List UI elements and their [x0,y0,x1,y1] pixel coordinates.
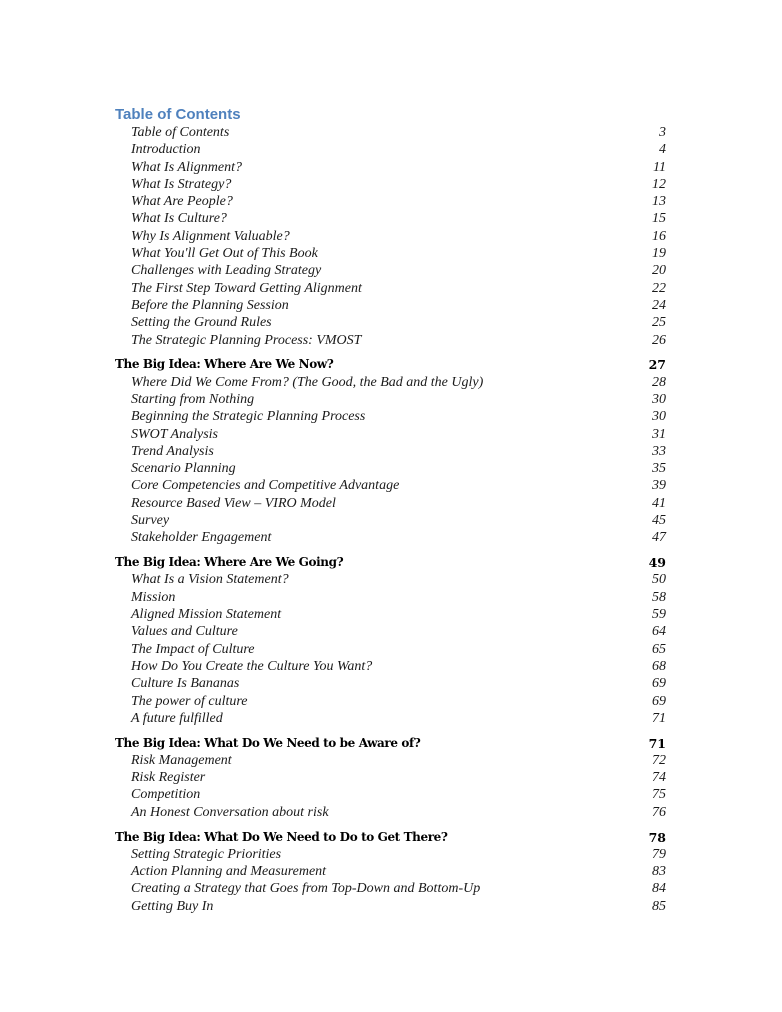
toc-entry-label: What Is a Vision Statement? [131,572,289,588]
toc-entry-row[interactable] [0,804,782,821]
toc-entry-page-number: 74 [652,770,666,786]
toc-entry-page-number: 25 [652,315,666,331]
toc-entry-row[interactable] [0,460,782,477]
toc-entry-page-number: 15 [652,211,666,227]
toc-heading-row[interactable] [0,554,782,571]
toc-entry-page-number: 35 [652,461,666,477]
toc-entry-page-number: 84 [652,881,666,897]
toc-entry-label: Survey [131,513,170,529]
toc-entry-label: Aligned Mission Statement [131,607,282,623]
toc-entry-row[interactable] [0,141,782,158]
toc-entry-label: What Is Strategy? [131,176,232,192]
toc-entry-row[interactable] [0,710,782,727]
toc-entry-page-number: 64 [652,624,666,640]
toc-entry-label: How Do You Create the Culture You Want? [131,658,373,674]
toc-entry-page-number: 47 [652,530,666,546]
toc-entry-page-number: 31 [652,426,666,442]
toc-entry-page-number: 39 [652,478,666,494]
toc-entry-row[interactable] [0,769,782,786]
toc-entry-page-number: 72 [652,752,666,768]
toc-entry-page-number: 16 [652,228,666,244]
toc-entry-page-number: 50 [652,572,666,588]
toc-entry-row[interactable] [0,159,782,176]
toc-heading-row[interactable] [0,829,782,846]
toc-entry-label: What Is Culture? [131,211,227,227]
toc-entry-page-number: 20 [652,263,666,279]
toc-entry-page-number: 30 [652,409,666,425]
toc-entry-page-number: 69 [652,693,666,709]
toc-entry-label: Getting Buy In [131,898,214,914]
toc-entry-label: Values and Culture [131,624,238,640]
toc-entry-row[interactable] [0,176,782,193]
toc-entry-row[interactable] [0,529,782,546]
toc-entry-label: Introduction [131,142,201,158]
toc-entry-label: A future fulfilled [131,710,223,726]
toc-entry-label: Trend Analysis [131,443,214,459]
toc-entry-row[interactable] [0,314,782,331]
toc-entry-row[interactable] [0,124,782,141]
toc-entry-row[interactable] [0,426,782,443]
toc-section [0,124,782,349]
toc-entry-label: Table of Contents [131,125,230,140]
toc-entry-page-number: 76 [652,804,666,820]
toc-entry-page-number: 75 [652,787,666,803]
toc-entry-row[interactable] [0,495,782,512]
toc-entry-row[interactable] [0,606,782,623]
toc-entry-row[interactable] [0,374,782,391]
toc-entry-row[interactable] [0,193,782,210]
toc-entry-page-number: 33 [652,443,666,459]
toc-entry-label: Competition [131,787,201,803]
toc-entry-row[interactable] [0,391,782,408]
toc-entry-label: Core Competencies and Competitive Advantage [131,478,400,494]
toc-entry-row[interactable] [0,863,782,880]
toc-heading-row[interactable] [0,356,782,373]
toc-entry-row[interactable] [0,280,782,297]
toc-entry-label: The Strategic Planning Process: VMOST [131,332,362,348]
toc-entry-row[interactable] [0,675,782,692]
toc-entry-row[interactable] [0,658,782,675]
toc-entry-page-number: 83 [652,864,666,880]
toc-heading-row[interactable] [0,735,782,752]
toc-entry-row[interactable] [0,571,782,588]
toc-entry-label: Setting the Ground Rules [131,315,272,331]
toc-entry-page-number: 26 [652,332,666,348]
toc-section [0,356,782,546]
toc-entry-row[interactable] [0,477,782,494]
toc-entry-row[interactable] [0,245,782,262]
toc-heading-page-number: 71 [648,735,666,751]
toc-entry-row[interactable] [0,880,782,897]
toc-entry-label: Resource Based View – VIRO Model [131,495,336,511]
toc-entry-label: Scenario Planning [131,461,236,477]
toc-entry-label: Culture Is Bananas [131,676,240,692]
toc-entry-label: Where Did We Come From? (The Good, the Bad and the Ugly) [131,374,484,390]
toc-entry-label: Risk Management [131,752,232,768]
toc-entry-page-number: 4 [659,142,666,158]
toc-entry-label: The power of culture [131,693,248,709]
toc-entry-label: Stakeholder Engagement [131,530,272,546]
toc-entry-label: What You'll Get Out of This Book [131,246,318,262]
toc-entry-label: The Impact of Culture [131,641,255,657]
toc-entry-row[interactable] [0,623,782,640]
toc-entry-label: What Are People? [131,194,233,210]
toc-title: Table of Contents [115,106,241,123]
toc-entry-label: Risk Register [131,770,206,786]
toc-entry-page-number: 13 [652,194,666,210]
toc-entry-page-number: 68 [652,658,666,674]
toc-entry-page-number: 11 [653,159,666,175]
toc-entry-page-number: 71 [652,710,666,726]
toc-entry-label: Setting Strategic Priorities [131,846,282,862]
toc-entry-page-number: 45 [652,513,666,529]
toc-entry-label: The First Step Toward Getting Alignment [131,280,362,296]
toc-list [0,124,782,915]
toc-entry-label: Creating a Strategy that Goes from Top-Down and Bottom-Up [131,881,481,897]
toc-section [0,554,782,727]
toc-entry-label: What Is Alignment? [131,159,242,175]
toc-entry-page-number: 28 [652,374,666,390]
toc-entry-row[interactable] [0,297,782,314]
toc-entry-row[interactable] [0,846,782,863]
toc-section [0,735,782,821]
toc-entry-row[interactable] [0,752,782,769]
toc-entry-page-number: 19 [652,246,666,262]
toc-entry-page-number: 79 [652,846,666,862]
toc-heading-label: The Big Idea: What Do We Need to Do to Get There? [115,829,448,844]
toc-entry-label: Mission [131,589,176,605]
toc-entry-row[interactable] [0,693,782,710]
toc-entry-row[interactable] [0,408,782,425]
toc-entry-page-number: 22 [652,280,666,296]
toc-entry-row[interactable] [0,210,782,227]
toc-entry-label: Starting from Nothing [131,391,255,407]
toc-entry-label: Before the Planning Session [131,297,289,313]
toc-heading-page-number: 27 [648,357,666,373]
toc-entry-page-number: 69 [652,676,666,692]
toc-heading-label: The Big Idea: What Do We Need to be Aware of? [115,735,421,750]
toc-entry-page-number: 59 [652,607,666,623]
toc-entry-row[interactable] [0,512,782,529]
toc-entry-label: Challenges with Leading Strategy [131,263,322,279]
toc-entry-label: Why Is Alignment Valuable? [131,228,290,244]
toc-entry-row[interactable] [0,332,782,349]
toc-heading-page-number: 78 [648,829,666,845]
toc-entry-page-number: 12 [652,176,666,192]
toc-entry-page-number: 3 [659,125,666,140]
toc-section [0,829,782,915]
toc-entry-row[interactable] [0,786,782,803]
toc-entry-label: SWOT Analysis [131,426,218,442]
toc-entry-page-number: 65 [652,641,666,657]
toc-entry-page-number: 58 [652,589,666,605]
toc-entry-row[interactable] [0,443,782,460]
toc-entry-row[interactable] [0,262,782,279]
toc-entry-page-number: 24 [652,297,666,313]
toc-entry-row[interactable] [0,898,782,915]
toc-entry-label: An Honest Conversation about risk [131,804,329,820]
toc-entry-row[interactable] [0,641,782,658]
toc-entry-page-number: 85 [652,898,666,914]
toc-heading-label: The Big Idea: Where Are We Now? [115,357,334,372]
toc-entry-row[interactable] [0,228,782,245]
toc-entry-label: Beginning the Strategic Planning Process [131,409,366,425]
toc-entry-page-number: 41 [652,495,666,511]
toc-heading-page-number: 49 [648,555,666,571]
toc-entry-page-number: 30 [652,391,666,407]
toc-entry-label: Action Planning and Measurement [131,864,327,880]
toc-entry-row[interactable] [0,589,782,606]
toc-heading-label: The Big Idea: Where Are We Going? [115,555,344,570]
